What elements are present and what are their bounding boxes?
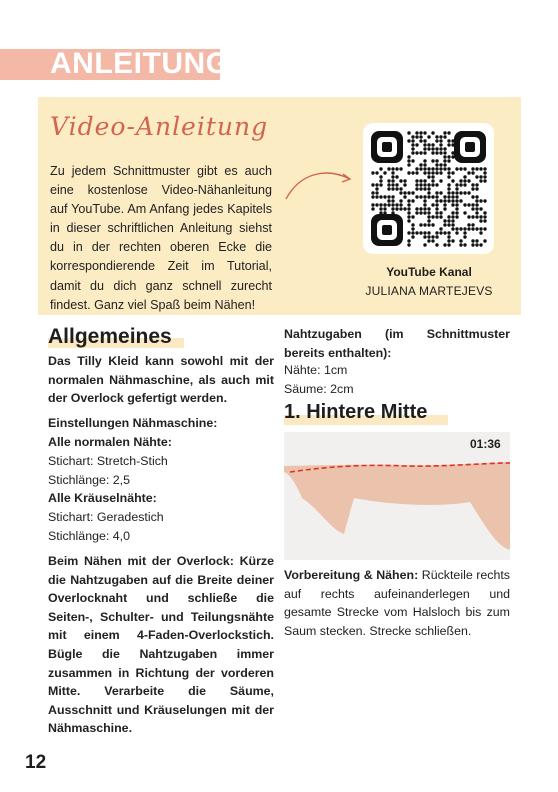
step-title: 1. Hintere Mitte [284, 401, 428, 423]
video-timestamp: 01:36 [470, 437, 501, 451]
section-title-allgemeines: Allgemeines [48, 325, 172, 348]
setting-line: Stichart: Stretch-Stich [48, 454, 168, 468]
normal-seams-heading: Alle normalen Nähte: [48, 435, 172, 449]
setting-line: Stichart: Geradestich [48, 510, 164, 524]
seam-allowance-line: Nähte: 1cm [284, 363, 348, 377]
seam-allowance-heading: Nahtzugaben (im Schnittmuster bereits enthalten): [284, 327, 510, 360]
gather-seams-heading: Alle Kräuselnähte: [48, 491, 157, 505]
page-number: 12 [25, 752, 47, 773]
settings-heading: Einstellungen Nähmaschine: [48, 416, 218, 430]
seam-allowance-line: Säume: 2cm [284, 382, 354, 396]
step-instructions [284, 566, 510, 640]
youtube-channel-name[interactable]: JULIANA MARTEJEVS [365, 284, 493, 298]
setting-line: Stichlänge: 4,0 [48, 529, 130, 543]
overlock-paragraph: Beim Nähen mit der Overlock: Kürze die Nahtzugaben auf die Breite deiner Overlocknaht und schließe die Seiten-, Schulter- und Teilungsnähte mit einem 4-Faden-Overlockstich. Bügle die Nahtzugaben immer zusammen in Richtung der vorderen Mitte. Verarbeite die Säume, Ausschnitt und Kräuselungen mit der Nähmaschine. [48, 554, 274, 736]
setting-line: Stichlänge: 2,5 [48, 473, 130, 487]
page-title: ANLEITUNG [50, 47, 230, 80]
step-text: Rückteile rechts auf rechts aufeinanderlegen und gesamte Strecke vom Halsloch bis zum Saum stecken. Strecke schließen. [284, 568, 510, 638]
curved-arrow-icon [282, 165, 354, 203]
youtube-qr-code[interactable] [363, 123, 494, 254]
video-section-script-title: Video-Anleitung [50, 112, 269, 141]
intro-paragraph: Das Tilly Kleid kann sowohl mit der normalen Nähmaschine, als auch mit der Overlock gefertigt werden. [48, 354, 274, 406]
video-instructions-text: Zu jedem Schnittmuster gibt es auch eine kostenlose Video-Nähanleitung auf YouTube. Am Anfang jedes Kapitels in dieser schriftlichen Anleitung siehst du in der rechten oberen Ecke die korrespondierende Zeit im Tutorial, damit du dich ganz schnell zurecht findest. Ganz viel Spaß beim Nähen! [50, 164, 272, 312]
youtube-channel-label: YouTube Kanal [386, 265, 472, 279]
step-label: Vorbereitung & Nähen: [284, 568, 419, 582]
